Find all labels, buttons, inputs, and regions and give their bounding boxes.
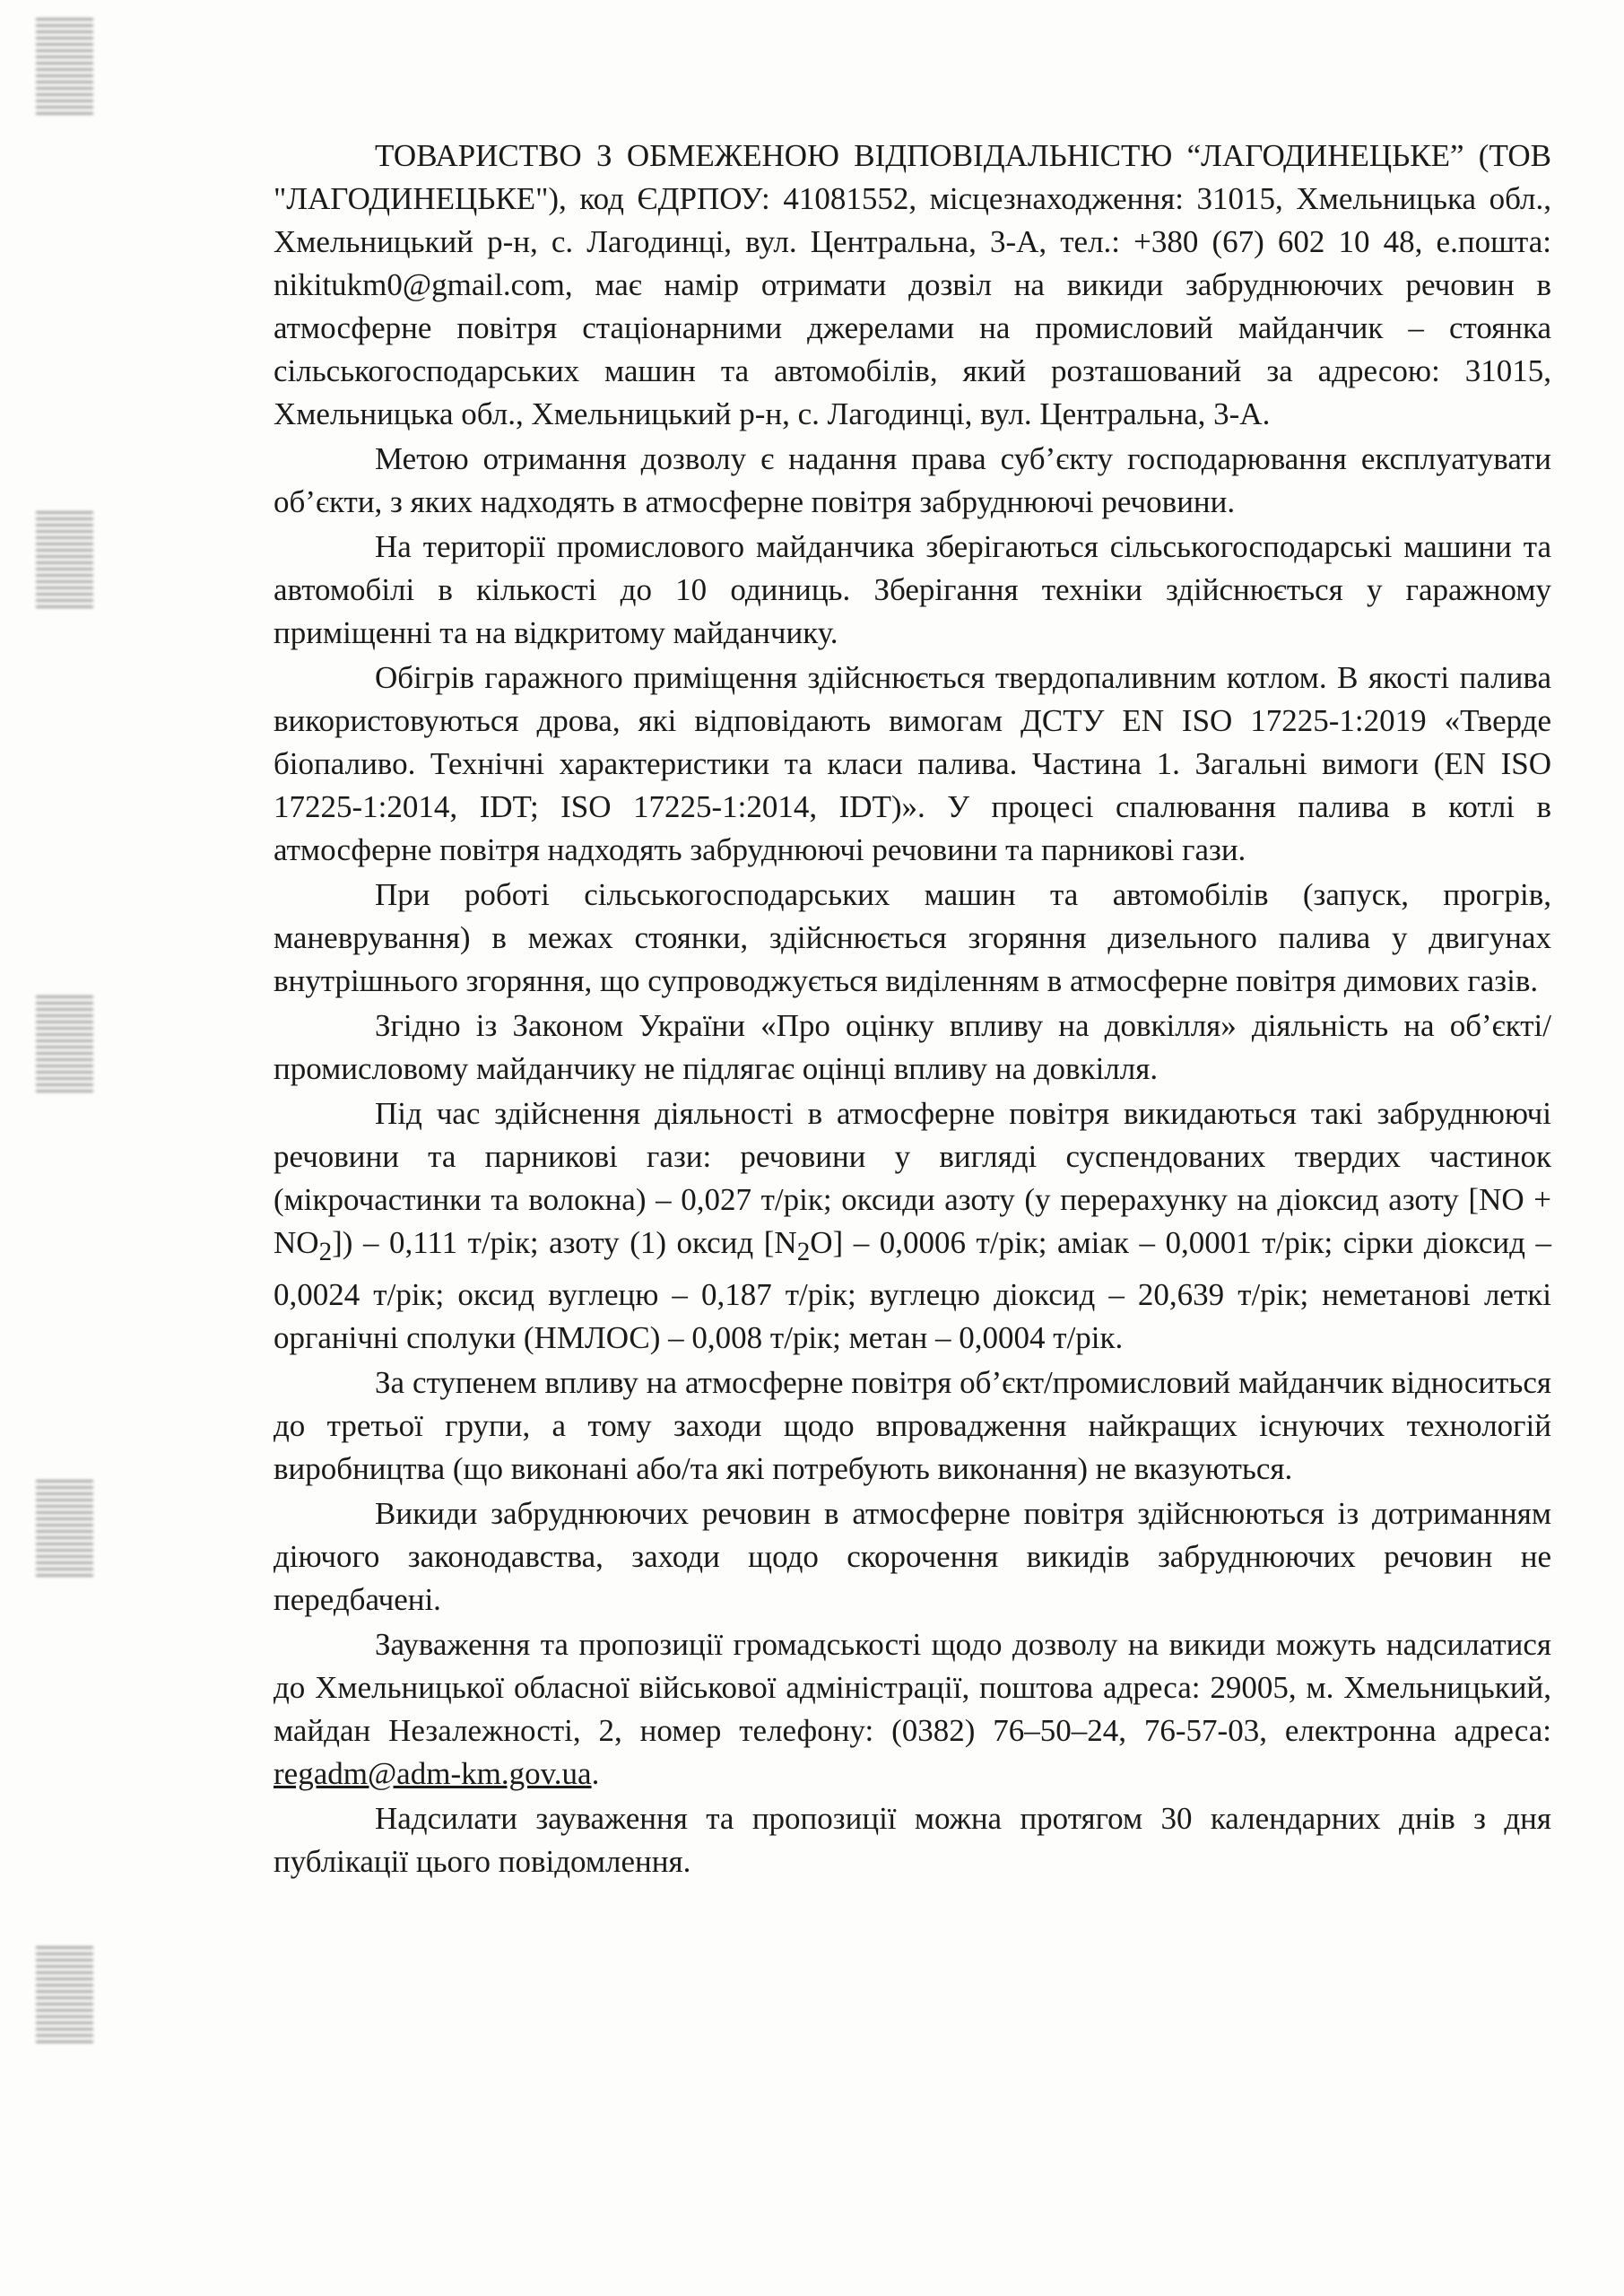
paragraph-compliance: Викиди забруднюючих речовин в атмосферне повітря здійснюються із дотриманням діючого законодавства, заходи щодо скорочення викидів забруднюючих речовин не передбачені.	[274, 1496, 1551, 1617]
emissions-text-3: O] – 0,0006 т/рік; аміак – 0,0001 т/рік; сірки діоксид – 0,0024 т/рік; оксид вуглецю – 0,187 т/рік; вуглецю діоксид – 20,639 т/рік; неметанові леткі органічні сполуки (НМЛОС) – 0,008 т/рік; метан – 0,0004 т/рік.	[274, 1225, 1551, 1355]
emissions-text-2: ]) – 0,111 т/рік; азоту (1) оксид [N	[332, 1225, 797, 1260]
comments-end: .	[591, 1756, 600, 1791]
email-link[interactable]: regadm@adm-km.gov.ua	[274, 1756, 592, 1791]
paragraph-impact-group: За ступенем впливу на атмосферне повітря об’єкт/промисловий майданчик відноситься до третьої групи, а тому заходи щодо впровадження найкращих існуючих технологій виробництва (що виконані або/та які потребують виконання) не вказуються.	[274, 1365, 1551, 1486]
scan-artifact	[36, 511, 93, 610]
paragraph-impact-assessment: Згідно із Законом України «Про оцінку впливу на довкілля» діяльність на об’єкті/промисловому майданчику не підлягає оцінці впливу на довкілля.	[274, 1008, 1551, 1086]
paragraph-emissions	[274, 1092, 1551, 1360]
paragraph-storage: На території промислового майданчика зберігаються сільськогосподарські машини та автомобілі в кількості до 10 одиниць. Зберігання техніки здійснюється у гаражному приміщенні та на відкритому майданчику.	[274, 529, 1551, 650]
scan-artifact	[36, 996, 93, 1094]
paragraph-deadline: Надсилати зауваження та пропозиції можна протягом 30 календарних днів з дня публікації цього повідомлення.	[274, 1801, 1551, 1879]
emissions-text-1: Під час здійснення діяльності в атмосферне повітря викидаються такі забруднюючі речовини та парникові гази: речовини у вигляді суспендованих твердих частинок (мікрочастинки та волокна) – 0,027 т/рік; оксиди азоту (у перерахунку на діоксид азоту [NO + NO	[274, 1096, 1551, 1260]
paragraph-purpose: Метою отримання дозволу є надання права суб’єкту господарювання експлуатувати об’єкти, з яких надходять в атмосферне повітря забруднюючі речовини.	[274, 441, 1551, 519]
scan-artifact	[36, 1946, 93, 2045]
subscript: 2	[796, 1238, 811, 1266]
paragraph-heating: Обігрів гаражного приміщення здійснюється твердопаливним котлом. В якості палива використовуються дрова, які відповідають вимогам ДСТУ EN ISO 17225-1:2019 «Тверде біопаливо. Технічні характеристики та класи палива. Частина 1. Загальні вимоги (EN ISO 17225-1:2014, IDT; ISO 17225-1:2014, IDT)». У процесі спалювання палива в котлі в атмосферне повітря надходять забруднюючі речовини та парникові гази.	[274, 660, 1551, 867]
paragraph-public-comments	[274, 1623, 1551, 1796]
subscript: 2	[318, 1238, 333, 1266]
paragraph-machinery: При роботі сільськогосподарських машин та автомобілів (запуск, прогрів, маневрування) в межах стоянки, здійснюється згоряння дизельного палива у двигунах внутрішнього згоряння, що супроводжується виділенням в атмосферне повітря димових газів.	[274, 877, 1551, 998]
document-body	[274, 135, 1551, 1885]
scan-artifact	[36, 1480, 93, 1578]
scan-artifact	[36, 18, 93, 117]
comments-text: Зауваження та пропозиції громадськості щодо дозволу на викиди можуть надсилатися до Хмельницької обласної військової адміністрації, поштова адреса: 29005, м. Хмельницький, майдан Незалежності, 2, номер телефону: (0382) 76–50–24, 76-57-03, електронна адреса:	[274, 1627, 1551, 1748]
paragraph-applicant: ТОВАРИСТВО З ОБМЕЖЕНОЮ ВІДПОВІДАЛЬНІСТЮ “ЛАГОДИНЕЦЬКЕ” (ТОВ "ЛАГОДИНЕЦЬКЕ"), код ЄДРПОУ: 41081552, місцезнаходження: 31015, Хмельницька обл., Хмельницький р-н, с. Лагодинці, вул. Центральна, 3-А, тел.: +380 (67) 602 10 48, е.пошта: nikitukm0@gmail.com, має намір отримати дозвіл на викиди забруднюючих речовин в атмосферне повітря стаціонарними джерелами на промисловий майданчик – стоянка сільськогосподарських машин та автомобілів, який розташований за адресою: 31015, Хмельницька обл., Хмельницький р-н, с. Лагодинці, вул. Центральна, 3-А.	[274, 138, 1551, 431]
